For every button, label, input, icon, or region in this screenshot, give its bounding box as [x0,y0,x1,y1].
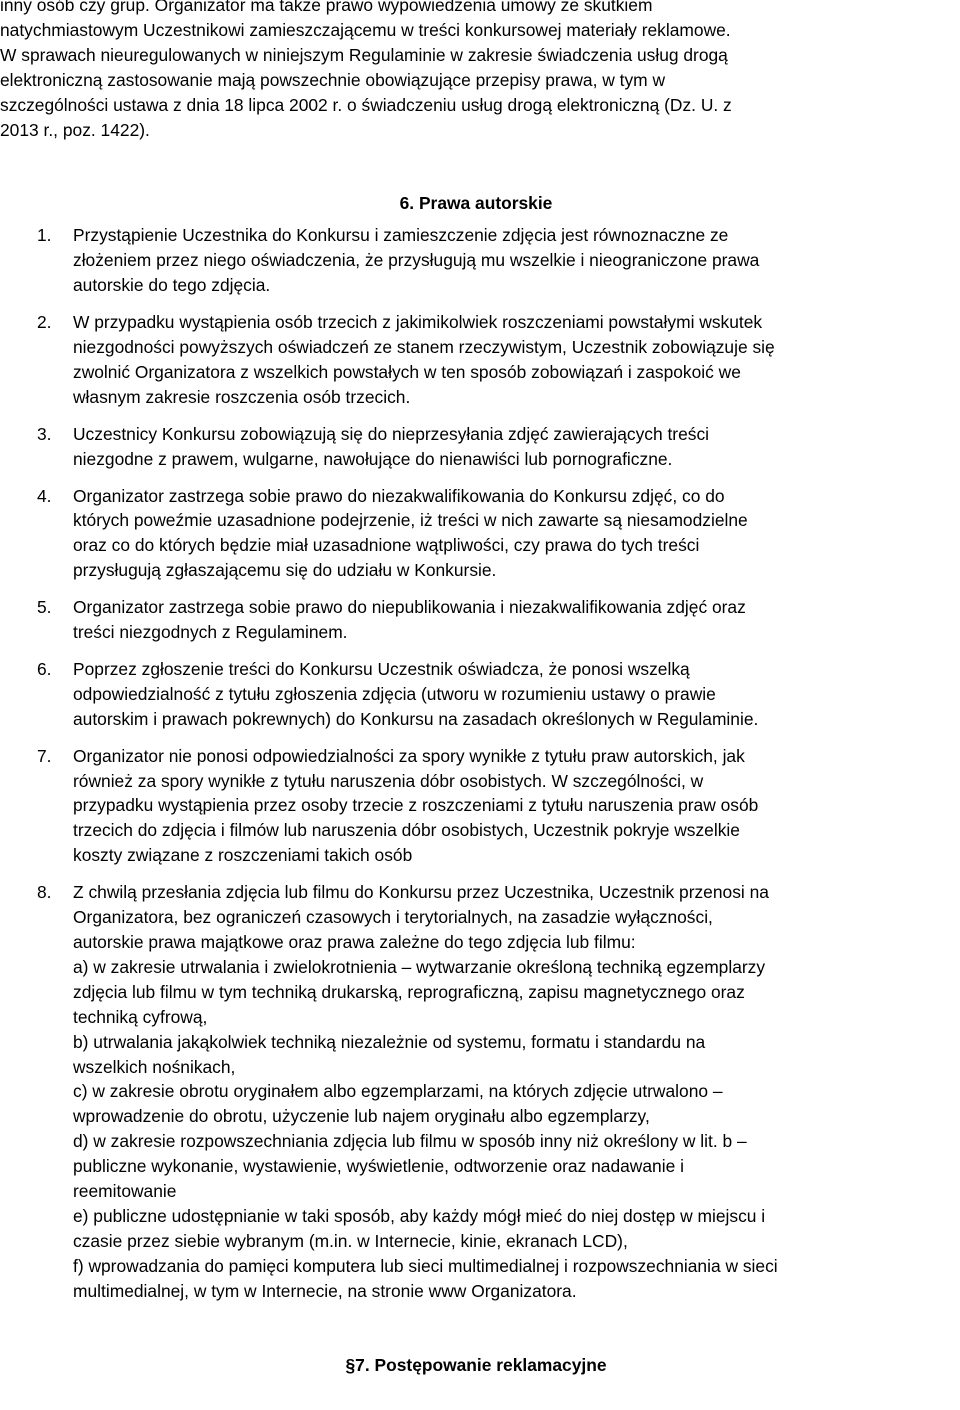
list-item [0,880,960,1303]
list-item [0,484,960,584]
list-item [0,310,960,410]
list-item-text: Organizator nie ponosi odpowiedzialności za spory wynikłe z tytułu praw autorskich, jak również za spory wynikłe z tytułu naruszenia dóbr osobistych. W szczególności, w przypadku wystąpienia przez osoby trzecie z roszczeniami z tytułu naruszenia praw osób trzecich do zdjęcia i filmów lub naruszenia dóbr osobistych, Uczestnik pokryje wszelkie koszty związane z roszczeniami takich osób [73,745,759,866]
section-7-heading: §7. Postępowanie reklamacyjne [345,1354,607,1375]
intro-paragraph: inny osób czy grup. Organizator ma także prawo wypowiedzenia umowy ze skutkiem natychmiastowym Uczestnikowi zamieszczającemu w treści konkursowej materiały reklamowe. [0,0,731,40]
list-item [0,744,960,869]
list-item-text: W przypadku wystąpienia osób trzecich z jakimikolwiek roszczeniami powstałymi wskutek niezgodności powyższych oświadczeń ze stanem rzeczywistym, Uczestnik zobowiązuje się zwolnić Organizatora z wszelkich powstałych w ten sposób zobowiązań i zaspokoić we własnym zakresie roszczenia osób trzecich. [73,312,775,407]
list-item-number: 1. [37,225,52,246]
list-item-text: Z chwilą przesłania zdjęcia lub filmu do Konkursu przez Uczestnika, Uczestnik przenosi na Organizatora, bez ograniczeń czasowych i terytorialnych, na zasadzie wyłączności, autorskie prawa majątkowe oraz prawa zależne do tego zdjęcia lub filmu: a) w zakresie utrwalania i zwielokrotnienia – wytwarzanie określoną techniką egzemplarzy zdjęcia lub filmu w tym techniką drukarską, reprograficzną, zapisu magnetycznego oraz techniką cyfrową, b) utrwalania jakąkolwiek techniką niezależnie od systemu, formatu i standardu na wszelkich nośnikach, c) w zakresie obrotu oryginałem albo egzemplarzami, na których zdjęcie utrwalono – wprowadzenie do obrotu, użyczenie lub najem oryginału albo egzemplarzy, d) w zakresie rozpowszechniania zdjęcia lub filmu w sposób inny niż określony w lit. b – publiczne wykonanie, wystawienie, wyświetlenie, odtworzenie oraz nadawanie i reemitowanie e) publiczne udostępnianie w taki sposób, aby każdy mógł mieć do niej dostęp w miejscu i czasie przez siebie wybranym (m.in. w Internecie, kinie, ekranach LCD), f) wprowadzania do pamięci komputera lub sieci multimedialnej i rozpowszechniania w sieci multimedialnej, w tym w Internecie, na stronie www Organizatora. [73,882,778,1301]
list-item-text: Uczestnicy Konkursu zobowiązują się do nieprzesyłania zdjęć zawierających treści niezgodne z prawem, wulgarne, nawołujące do nienawiści lub pornograficzne. [73,423,710,469]
list-item-text: Poprzez zgłoszenie treści do Konkursu Uczestnik oświadcza, że ponosi wszelką odpowiedzialność z tytułu zgłoszenia zdjęcia (utworu w rozumieniu ustawy o prawie autorskim i prawach pokrewnych) do Konkursu na zasadach określonych w Regulaminie. [73,658,759,729]
list-item-text: Organizator zastrzega sobie prawo do niepublikowania i niezakwalifikowania zdjęć oraz treści niezgodnych z Regulaminem. [73,597,746,643]
list-item-number: 3. [37,423,52,444]
list-item [0,657,960,732]
list-item-number: 5. [37,597,52,618]
list-item-number: 8. [37,882,52,903]
regulation-paragraph: W sprawach nieuregulowanych w niniejszym Regulaminie w zakresie świadczenia usług drogą elektroniczną zastosowanie mają powszechnie obowiązujące przepisy prawa, w tym w szczególności ustawa z dnia 18 lipca 2002 r. o świadczeniu usług drogą elektroniczną (Dz. U. z 2013 r., poz. 1422). [0,44,732,140]
list-item [0,422,960,472]
list-item-text: Organizator zastrzega sobie prawo do niezakwalifikowania do Konkursu zdjęć, co do których poweźmie uzasadnione podejrzenie, iż treści w nich zawarte są niesamodzielne oraz co do których będzie miał uzasadnione wątpliwości, czy prawa do tych treści przysługują zgłaszającemu się do udziału w Konkursie. [73,485,748,581]
section-6-heading: 6. Prawa autorskie [399,193,553,214]
list-item-text: Przystąpienie Uczestnika do Konkursu i zamieszczenie zdjęcia jest równoznaczne ze złożeniem przez niego oświadczenia, że przysługują mu wszelkie i nieograniczone prawa autorskie do tego zdjęcia. [73,225,760,296]
list-item-number: 4. [37,485,52,506]
list-item [0,595,960,645]
section-6-list [0,223,960,1303]
list-item-number: 2. [37,312,52,333]
list-item [0,223,960,298]
list-item-number: 6. [37,658,52,679]
list-item-number: 7. [37,745,52,766]
